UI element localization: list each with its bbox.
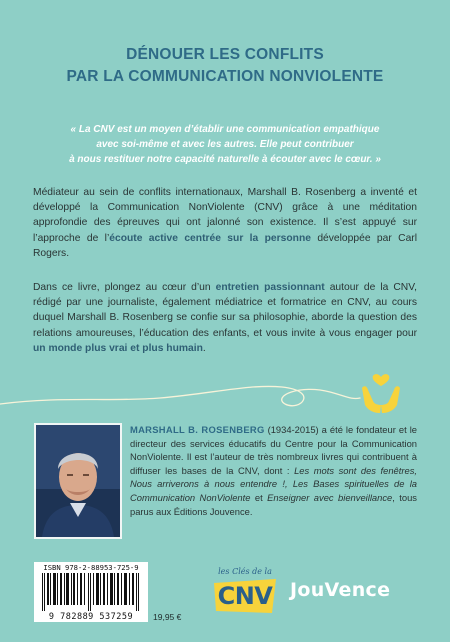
series-logo-top: les Clés de la bbox=[218, 567, 272, 576]
paragraph-2-text-a: Dans ce livre, plongez au cœur d’un bbox=[33, 282, 216, 293]
bio-text-b: et bbox=[250, 491, 268, 503]
hands-heart-icon bbox=[362, 374, 400, 413]
paragraph-1-text-a: Médiateur au sein de conflits internationaux, Marshall B. Rosenberg a inventé et développé la Communication NonViolente (CNV) grâce à une méditation approfondie des épreuves qui ont jalonné son existence. Il s’est appuyé sur l’approche de l’ bbox=[33, 187, 417, 244]
isbn-text: ISBN 978-2-88953-725-9 bbox=[43, 563, 139, 572]
paragraph-2-bold-2: un monde plus vrai et plus humain bbox=[33, 342, 203, 354]
bio-book-title-2: Enseigner avec bienveillance bbox=[267, 491, 393, 503]
publisher-logo: JouVence bbox=[290, 579, 391, 601]
bio-text-c: , tous parus aux Éditions Jouvence. bbox=[130, 491, 417, 517]
isbn-barcode bbox=[34, 562, 148, 622]
title-line-2: PAR LA COMMUNICATION NONVIOLENTE bbox=[66, 68, 384, 85]
paragraph-2-text-b: autour de la CNV, rédigé par une journaliste, également médiatrice et formatrice en CNV, au cours duquel Marshall B. Rosenberg se confie sur sa philosophie, aborde la question des relations amoureuses, l’éducation des enfants, et vous invite à vous engager pour bbox=[33, 282, 417, 339]
quote-block bbox=[40, 122, 410, 167]
bio-text-a: (1934-2015) a été le fondateur et le directeur des services éducatifs du Centre pour la Communication NonViolente. Il est l’auteur de très nombreux livres qui contribuent à diffuser les bases de la CNV, dont : bbox=[130, 424, 417, 476]
author-biography bbox=[130, 423, 417, 518]
paragraph-1-text-b: développée par Carl Rogers. bbox=[33, 232, 418, 259]
author-photo bbox=[34, 423, 122, 539]
paragraph-2-bold-1: entretien passionnant bbox=[215, 282, 325, 293]
barcode-bars bbox=[40, 573, 142, 611]
decorative-swirl-line bbox=[0, 362, 450, 422]
quote-line-3: à nous restituer notre capacité naturelle à écouter avec le cœur. » bbox=[69, 154, 381, 165]
series-logo bbox=[212, 565, 278, 615]
author-portrait-illustration bbox=[36, 425, 120, 537]
paragraph-2-text-c: . bbox=[202, 342, 206, 354]
barcode-digits: 9 782889 537259 bbox=[48, 612, 134, 622]
author-name: MARSHALL B. ROSENBERG bbox=[130, 424, 265, 435]
description-paragraph-1 bbox=[33, 185, 417, 261]
quote-line-2: avec soi-même et avec les autres. Elle peut contribuer bbox=[96, 139, 354, 150]
description-paragraph-2 bbox=[33, 280, 417, 356]
book-title bbox=[0, 44, 450, 88]
bio-book-titles: Les mots sont des fenêtres, Nous arriverons à nous entendre !, Les Bases spirituelles de la Communication NonViolente bbox=[130, 464, 417, 503]
series-logo-main: CNV bbox=[217, 582, 273, 610]
price: 19,95 € bbox=[153, 612, 182, 622]
quote-line-1: « La CNV est un moyen d’établir une communication empathique bbox=[70, 124, 380, 135]
title-line-1: DÉNOUER LES CONFLITS bbox=[126, 46, 324, 63]
paragraph-1-bold: écoute active centrée sur la personne bbox=[109, 232, 311, 244]
